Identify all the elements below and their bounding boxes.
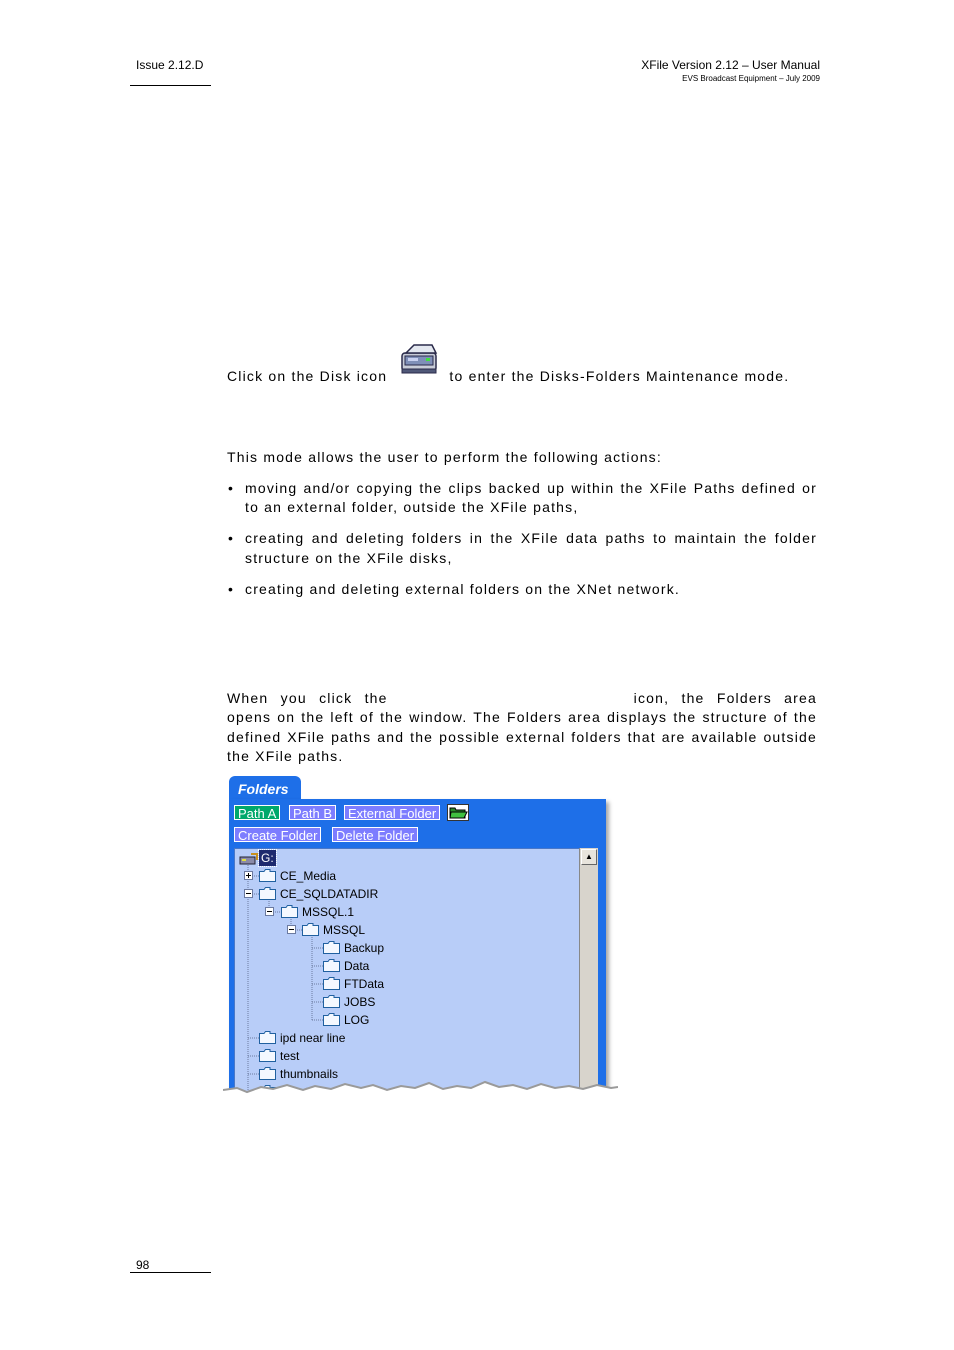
scroll-up-arrow-icon[interactable]: ▲ xyxy=(581,849,597,865)
folders-tab[interactable] xyxy=(229,776,301,801)
folders-tab-title: Folders xyxy=(238,781,289,797)
disk-text-after: to enter the Disks-Folders Maintenance mode. xyxy=(449,368,790,384)
folder-icon xyxy=(259,1049,276,1062)
folder-icon xyxy=(323,995,340,1008)
header-rule xyxy=(130,85,211,86)
path-b-button[interactable]: Path B xyxy=(289,805,336,820)
disk-icon[interactable] xyxy=(400,343,438,379)
tree-item[interactable]: Data xyxy=(323,958,369,974)
tree-item[interactable]: FTData xyxy=(323,976,384,992)
when-text-after: icon, the Folders area opens on the left of the window. The Folders area displays the structure of the defined XFile paths and the possible external folders that are available outside the XFile paths. xyxy=(227,690,817,765)
actions-list xyxy=(227,479,817,611)
tree-item[interactable]: thumbnails xyxy=(259,1066,338,1082)
torn-edge xyxy=(223,1076,618,1106)
folders-window xyxy=(229,776,611,1100)
tree-item[interactable]: CE_Media xyxy=(259,868,336,884)
list-item: • creating and deleting external folders on the XNet network. xyxy=(227,580,817,599)
document-header xyxy=(641,58,820,83)
folder-icon xyxy=(323,977,340,990)
folder-icon xyxy=(259,887,276,900)
manual-title: XFile Version 2.12 – User Manual xyxy=(641,58,820,72)
delete-folder-button[interactable]: Delete Folder xyxy=(332,827,418,842)
folder-icon xyxy=(323,959,340,972)
expand-plus-icon[interactable] xyxy=(244,871,253,880)
tree-item[interactable]: test xyxy=(259,1048,299,1064)
tree-item[interactable]: MSSQL xyxy=(302,922,365,938)
external-folder-button[interactable]: External Folder xyxy=(344,805,440,820)
folders-panel xyxy=(229,799,606,1093)
folder-icon xyxy=(259,869,276,882)
tree-item[interactable]: JOBS xyxy=(323,994,375,1010)
folder-icon xyxy=(302,923,319,936)
tree-scrollbar[interactable] xyxy=(579,848,598,1093)
list-item: • creating and deleting folders in the XFile data paths to maintain the folder structure on the XFile disks, xyxy=(227,529,817,568)
drive-icon xyxy=(239,852,259,871)
folder-icon xyxy=(259,1031,276,1044)
page-number: 98 xyxy=(136,1258,150,1272)
when-paragraph xyxy=(227,689,817,767)
disk-text-before: Click on the Disk icon xyxy=(227,368,388,384)
folder-icon xyxy=(323,941,340,954)
folder-tree[interactable] xyxy=(234,848,583,1093)
tree-item[interactable]: LOG xyxy=(323,1012,369,1028)
when-text-before: When you click the xyxy=(227,690,388,706)
tree-item[interactable]: CE_SQLDATADIR xyxy=(259,886,378,902)
collapse-minus-icon[interactable] xyxy=(265,907,274,916)
create-folder-button[interactable]: Create Folder xyxy=(234,827,321,842)
issue-label: Issue 2.12.D xyxy=(136,58,204,72)
folder-icon xyxy=(323,1013,340,1026)
mode-intro: This mode allows the user to perform the following actions: xyxy=(227,449,662,465)
open-folder-icon[interactable] xyxy=(447,804,469,821)
disk-paragraph xyxy=(227,351,827,387)
tree-item[interactable]: MSSQL.1 xyxy=(281,904,354,920)
collapse-minus-icon[interactable] xyxy=(287,925,296,934)
list-item: • moving and/or copying the clips backed up within the XFile Paths defined or to an external folder, outside the XFile paths, xyxy=(227,479,817,518)
footer-rule xyxy=(130,1272,211,1273)
manual-subtitle: EVS Broadcast Equipment – July 2009 xyxy=(682,74,820,83)
path-a-button[interactable]: Path A xyxy=(234,805,280,820)
tree-item[interactable]: ipd near line xyxy=(259,1030,345,1046)
root-drive-label[interactable]: G: xyxy=(261,851,274,865)
collapse-minus-icon[interactable] xyxy=(244,889,253,898)
folder-icon xyxy=(281,905,298,918)
tree-item[interactable]: Backup xyxy=(323,940,384,956)
